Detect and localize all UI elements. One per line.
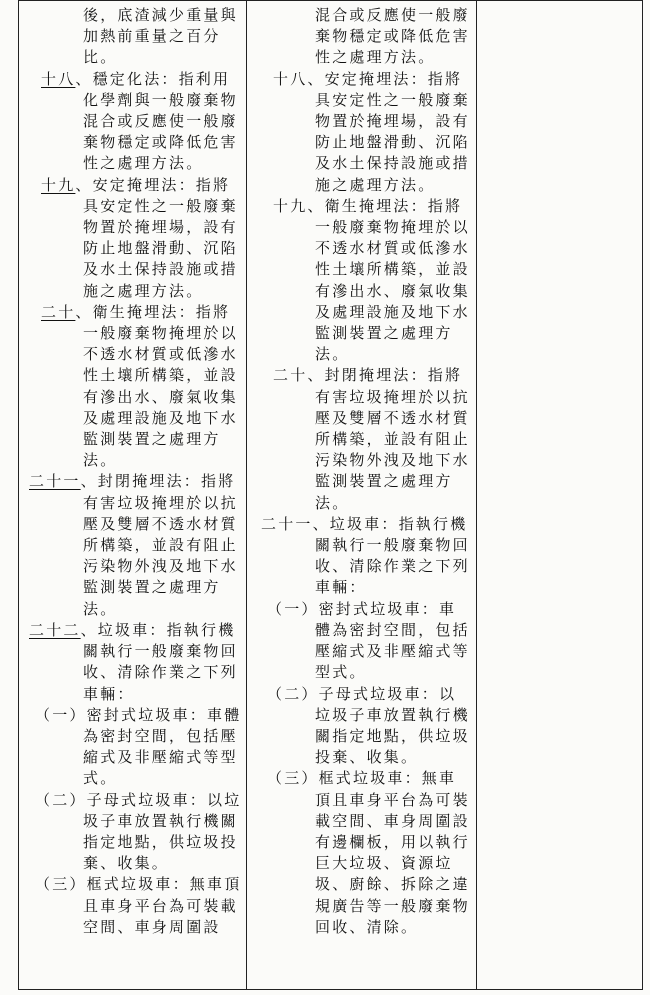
middle-item-19: 十九、衛生掩埋法：指將一般廢棄物掩埋於以不透水材質或低滲水性土壤所構築，並設有滲出水、廢氣收集及處理設施及地下水監測裝置之處理方法。 [273, 196, 470, 364]
left-item-18-number: 十八 [41, 69, 76, 88]
comparison-table [18, 0, 643, 990]
right-column-empty [477, 1, 643, 990]
left-item-22: 二十二、垃圾車：指執行機關執行一般廢棄物回收、清除作業之下列車輛： [29, 620, 238, 703]
middle-item-18: 十八、安定掩埋法：指將具安定性之一般廢棄物置於掩埋場，設有防止地盤滑動、沉陷及水土保持設施或措施之處理方法。 [273, 69, 470, 194]
middle-item-20: 二十、封閉掩埋法：指將有害垃圾掩埋於以抗壓及雙層不透水材質所構築，並設有阻止污染物外洩及地下水監測裝置之處理方法。 [273, 366, 470, 512]
left-item-21: 二十一、封閉掩埋法：指將有害垃圾掩埋於以抗壓及雙層不透水材質所構築，並設有阻止污染物外洩及地下水監測裝置之處理方法。 [29, 472, 238, 618]
middle-item-18-number: 十八 [273, 69, 308, 88]
left-item-18: 十八、穩定化法：指利用化學劑與一般廢棄物混合或反應使一般廢棄物穩定或降低危害性之處理方法。 [41, 69, 238, 173]
middle-subitem-3: （三）框式垃圾車：無車頂且車身平台為可裝載空間、車身周圍設有邊欄板，用以執行巨大垃圾、資源垃圾、廚餘、拆除之違規廣告等一般廢棄物回收、清除。 [267, 769, 470, 936]
left-item-22-number: 二十二 [29, 620, 81, 639]
middle-item-20-number: 二十 [273, 366, 308, 385]
left-item-20-number: 二十 [41, 302, 76, 321]
left-item-20: 二十、衛生掩埋法：指將一般廢棄物掩埋於以不透水材質或低滲水性土壤所構築，並設有滲出水、廢氣收集及處理設施及地下水監測裝置之處理方法。 [41, 302, 238, 470]
left-item-19: 十九、安定掩埋法：指將具安定性之一般廢棄物置於掩埋場，設有防止地盤滑動、沉陷及水土保持設施或措施之處理方法。 [41, 175, 238, 300]
middle-item-19-number: 十九 [273, 196, 308, 215]
left-item-continued: 後，底渣減少重量與加熱前重量之百分比。 [83, 6, 238, 67]
middle-subitem-2: （二）子母式垃圾車：以垃圾子車放置執行機關指定地點，供垃圾投棄、收集。 [267, 684, 470, 767]
middle-item-continued: 混合或反應使一般廢棄物穩定或降低危害性之處理方法。 [315, 6, 470, 67]
middle-column [247, 1, 477, 990]
left-item-19-number: 十九 [41, 175, 76, 194]
left-subitem-2: （二）子母式垃圾車：以垃圾子車放置執行機關指定地點，供垃圾投棄、收集。 [35, 790, 242, 873]
left-subitem-3: （三）框式垃圾車：無車頂且車身平台為可裝載空間、車身周圍設 [35, 875, 242, 936]
middle-item-21-number: 二十一 [261, 514, 313, 533]
middle-subitem-1: （一）密封式垃圾車：車體為密封空間，包括壓縮式及非壓縮式等型式。 [267, 599, 470, 682]
left-item-21-number: 二十一 [29, 472, 81, 491]
left-column [19, 1, 247, 990]
middle-item-21: 二十一、垃圾車：指執行機關執行一般廢棄物回收、清除作業之下列車輛： [261, 514, 470, 597]
left-subitem-1: （一）密封式垃圾車：車體為密封空間，包括壓縮式及非壓縮式等型式。 [35, 705, 242, 788]
